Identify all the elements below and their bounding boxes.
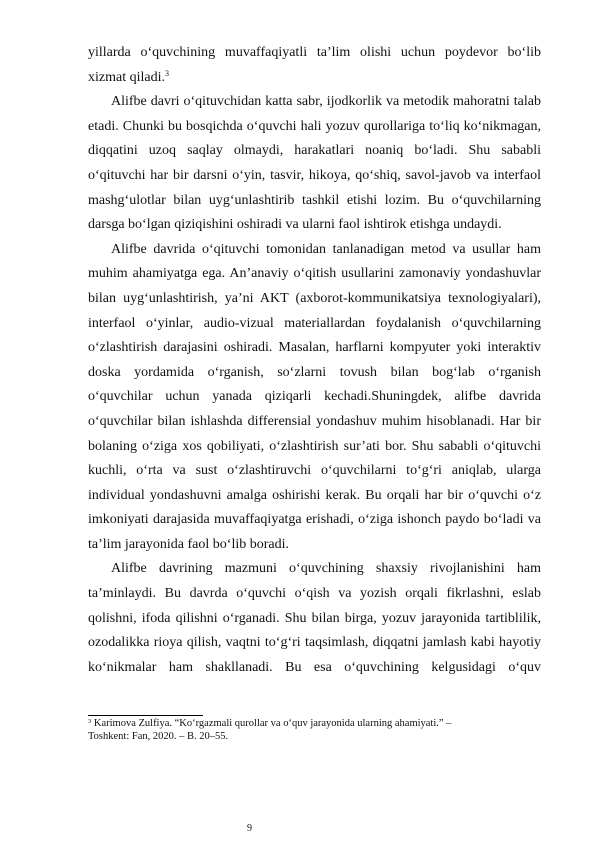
- text-line: ozodalikka rioya qilish, vaqtni to‘g‘ri taqsimlash, diqqatni jamlash kabi hayotiy: [88, 635, 541, 651]
- text-line: yillarda o‘quvchining muvaffaqiyatli ta’lim olishi uchun poydevor bo‘lib: [88, 45, 541, 60]
- text-line: kuchli, o‘rta va sust o‘zlashtiruvchi o‘quvchilarni to‘g‘ri aniqlab, ularga: [88, 463, 541, 479]
- text-line: bilan uyg‘unlashtirish, ya’ni AKT (axborot-kommunikatsiya texnologiyalari),: [88, 290, 541, 306]
- text-line: ta’lim jarayonida faol bo‘lib boradi.: [88, 536, 289, 552]
- footnote-reference: 3: [164, 68, 169, 78]
- footnote-divider: [88, 715, 203, 716]
- text-line: ko‘nikmalar ham shakllanadi. Bu esa o‘quvchining kelgusidagi o‘quv: [88, 659, 541, 675]
- text-line: darsga bo‘lgan qiziqishini oshiradi va ularni faol ishtirok etishga undaydi.: [88, 217, 502, 233]
- text-line: Alifbe davrida o‘qituvchi tomonidan tanlanadigan metod va usullar ham: [111, 241, 541, 257]
- footnote-line: Toshkent: Fan, 2020. – B. 20–55.: [88, 730, 229, 742]
- footnote-text: Karimova Zulfiya. “Ko‘rgazmali qurollar va o‘quv jarayonida ularning ahamiyati.” –: [91, 718, 452, 729]
- text-line: o‘qituvchi har bir darsni o‘yin, tasvir, hikoya, qo‘shiq, savol-javob va interfaol: [88, 167, 541, 183]
- text-line: interfaol o‘yinlar, audio-vizual materiallardan foydalanish o‘quvchilarning: [88, 315, 541, 331]
- text-line: mashg‘ulotlar bilan uyg‘unlashtirib tashkil etishi lozim. Bu o‘quvchilarning: [88, 192, 541, 208]
- text-line: bolaning o‘ziga xos qobiliyati, o‘zlashtirish sur’ati bor. Shu sababli o‘qituvchi: [88, 438, 541, 454]
- text-line: imkoniyati darajasida muvaffaqiyatga erishadi, o‘ziga ishonch paydo bo‘ladi va: [88, 512, 541, 528]
- text-line: qolishni, ifoda qilishni o‘rganadi. Shu bilan birga, yozuv jarayonida tartiblilik,: [88, 610, 541, 626]
- text-line: etadi. Chunki bu bosqichda o‘quvchi hali yozuv qurollariga to‘liq ko‘nikmagan,: [88, 118, 541, 134]
- text-line: o‘quvchilar uchun yanada qiziqarli kechadi.Shuningdek, alifbe davrida: [88, 389, 541, 405]
- text-line: o‘zlashtirish darajasini oshiradi. Masalan, harflarni kompyuter yoki interaktiv: [88, 340, 541, 356]
- page-number-text: 9: [247, 823, 252, 834]
- text-line: Alifbe davrining mazmuni o‘quvchining shaxsiy rivojlanishini ham: [111, 561, 541, 577]
- footnote-mark: 3: [88, 718, 92, 725]
- text-line-content: xizmat qiladi.: [88, 69, 165, 85]
- text-line: [88, 66, 541, 91]
- text-line: doska yordamida o‘rganish, so‘zlarni tovush bilan bog‘lab o‘rganish: [88, 364, 541, 380]
- body-text: [88, 41, 541, 680]
- page-number: [0, 823, 595, 834]
- text-line: individual yondashuvni amalga oshirishi kerak. Bu orqali har bir o‘quvchi o‘z: [88, 487, 541, 503]
- footnote-line: [88, 718, 541, 731]
- footnote: [88, 718, 541, 743]
- text-line: muhim ahamiyatga ega. An’anaviy o‘qitish usullarini zamonaviy yondashuvlar: [88, 266, 541, 282]
- text-line: diqqatini uzoq saqlay olmaydi, harakatlari noaniq bo‘ladi. Shu sababli: [88, 143, 541, 159]
- text-line: ta’minlaydi. Bu davrda o‘quvchi o‘qish va yozish orqali fikrlashni, eslab: [88, 586, 541, 602]
- text-line: Alifbe davri o‘qituvchidan katta sabr, ijodkorlik va metodik mahoratni talab: [111, 94, 541, 110]
- text-line: o‘quvchilar bilan ishlashda differensial yondashuv muhim hisoblanadi. Har bir: [88, 413, 541, 429]
